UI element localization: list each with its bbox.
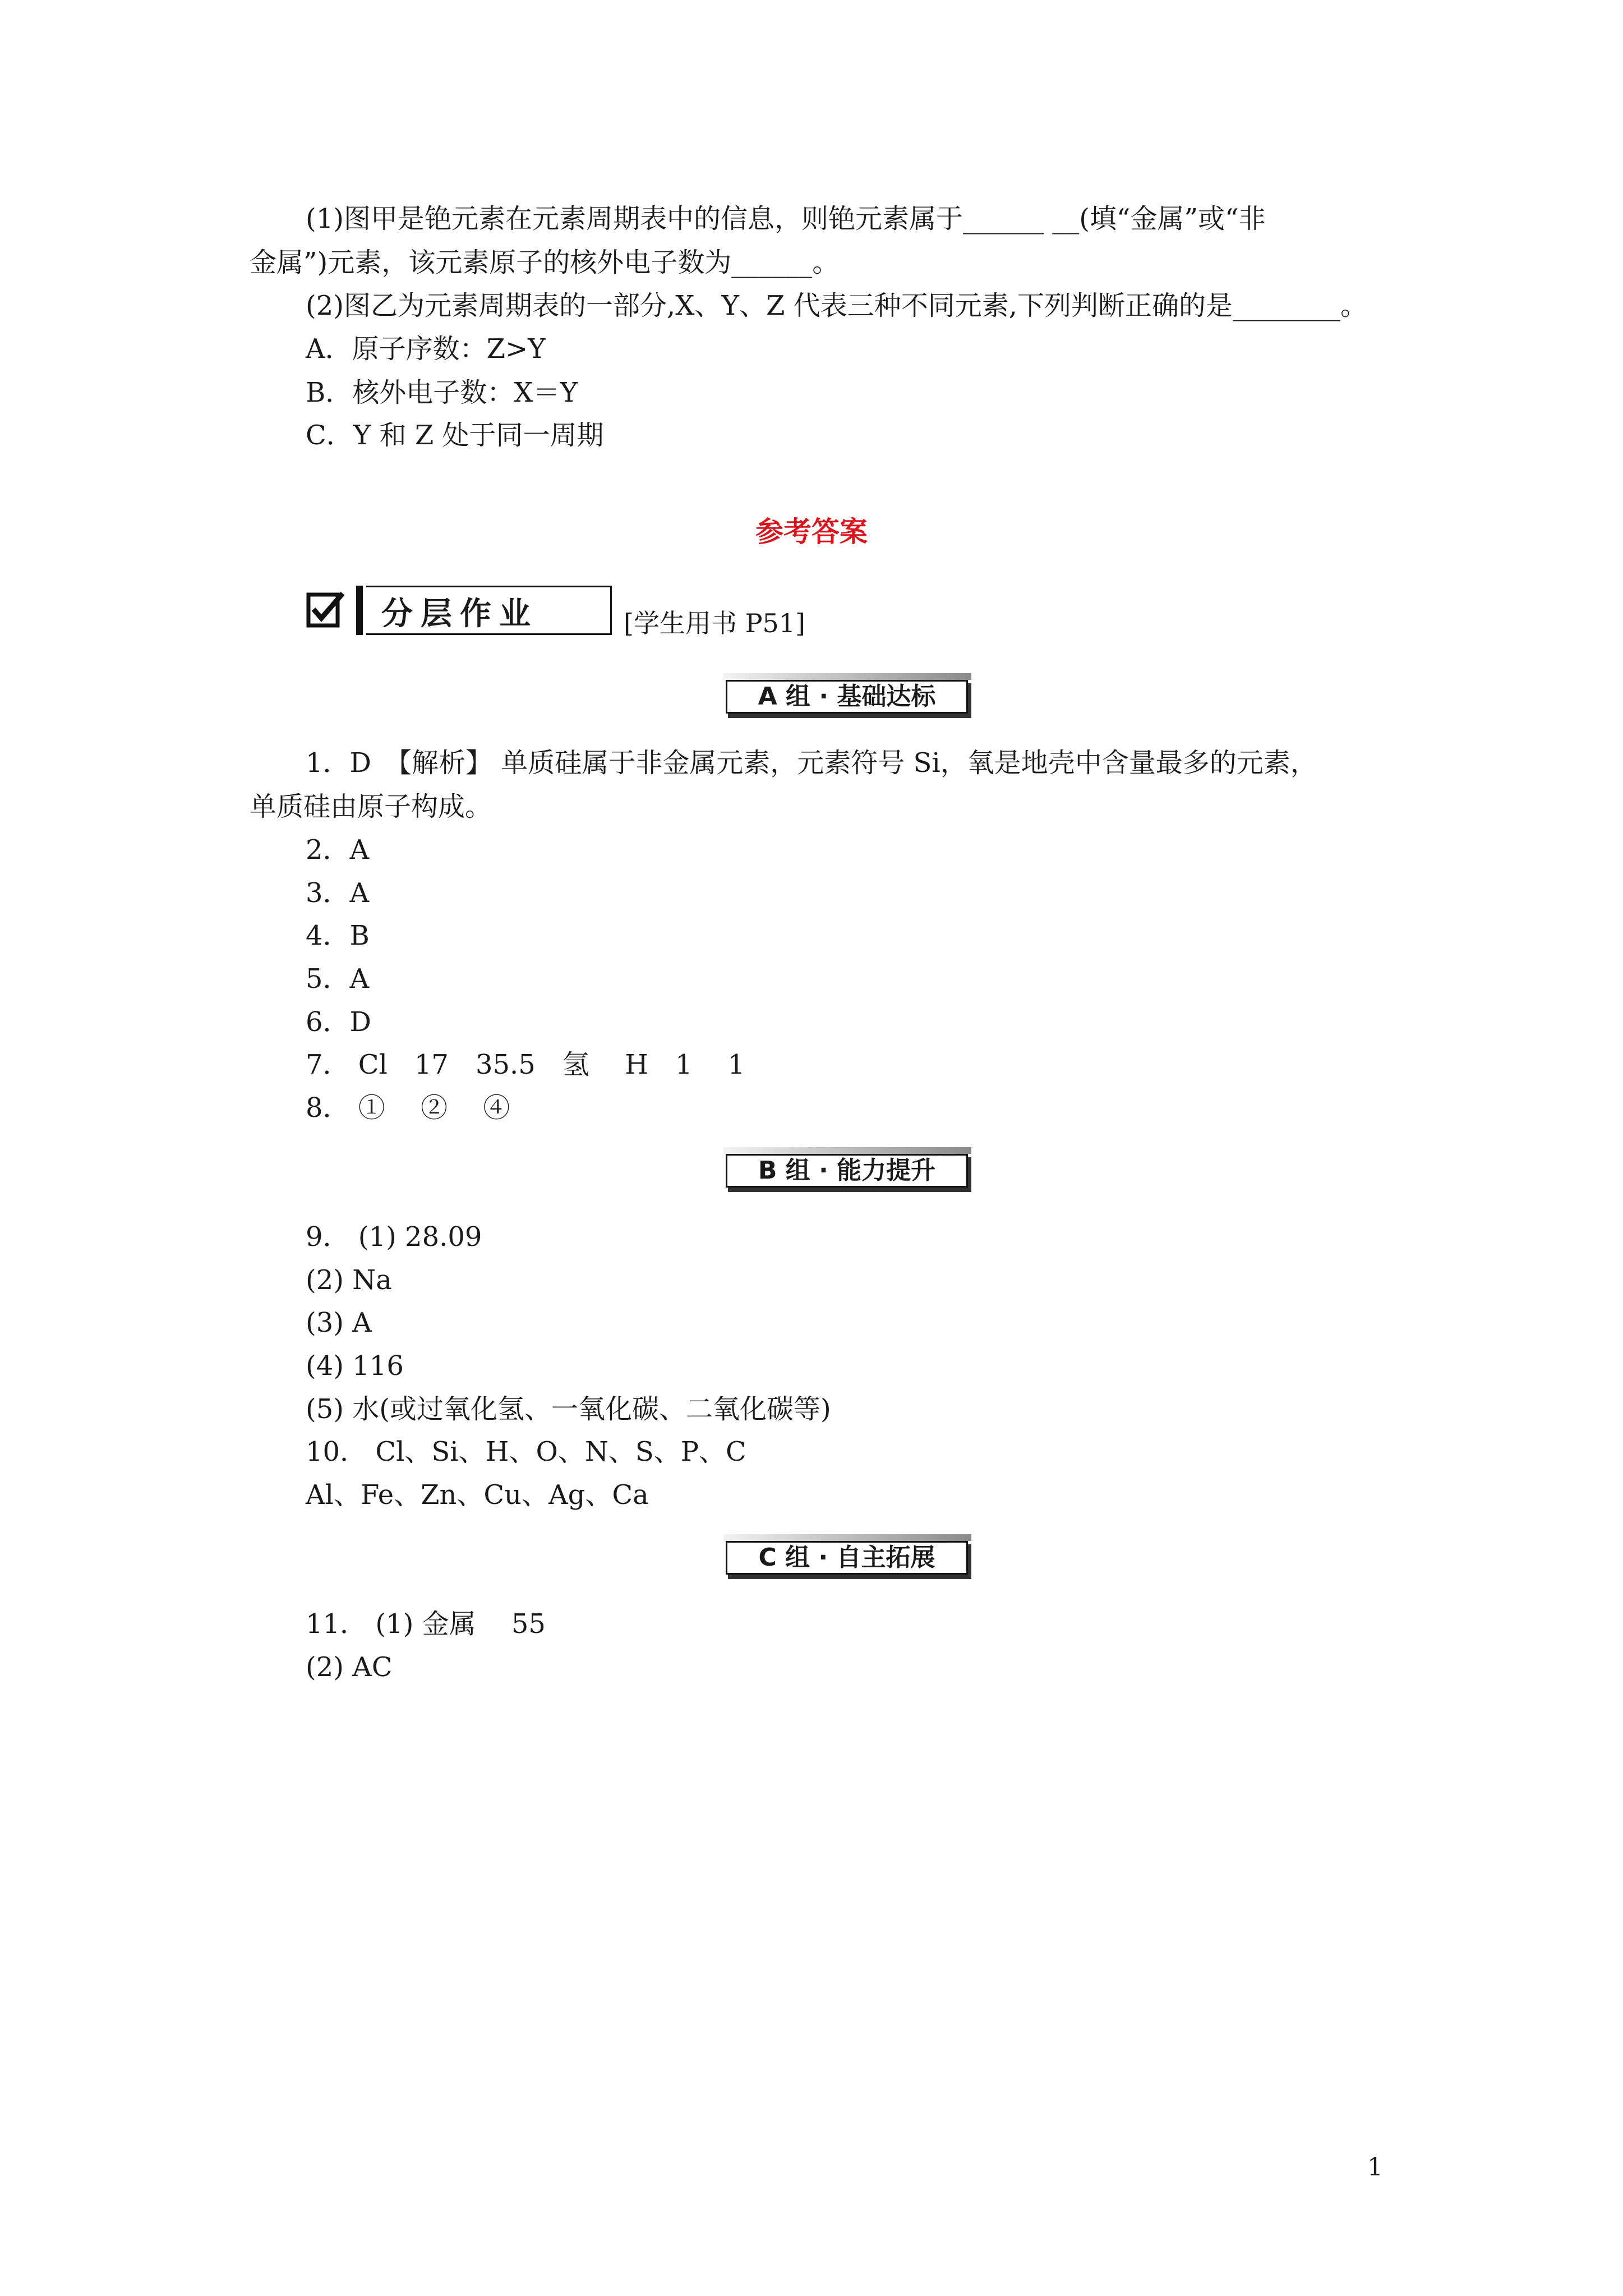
answer-line: 5．A: [306, 963, 370, 995]
answer-line: 7． Cl 17 35.5 氢 H 1 1: [306, 1049, 745, 1080]
group-header-band: [723, 673, 971, 680]
answer-line: (3) A: [306, 1307, 372, 1338]
answer-line: (5) 水(或过氧化氢、一氧化碳、二氧化碳等): [306, 1393, 831, 1425]
answer-line: (2) Na: [306, 1264, 392, 1296]
answer-line: (4) 116: [306, 1350, 404, 1382]
answer-line: 10． Cl、Si、H、O、N、S、P、C: [306, 1436, 746, 1467]
answer-line: 1．D 【解析】 单质硅属于非金属元素，元素符号 Si，氧是地壳中含量最多的元素，: [306, 747, 1317, 779]
page-number: 1: [1367, 2153, 1383, 2182]
answer-line: Al、Fe、Zn、Cu、Ag、Ca: [306, 1479, 649, 1511]
answer-line: 4．B: [306, 920, 370, 951]
question-line: 金属”)元素，该元素原子的核外电子数为______。: [250, 247, 840, 278]
question-option: C．Y 和 Z 处于同一周期: [306, 420, 604, 451]
homework-title: 分层作业: [381, 596, 538, 632]
answer-line: 单质硅由原子构成。: [250, 791, 492, 822]
question-line: (2)图乙为元素周期表的一部分,X、Y、Z 代表三种不同元素,下列判断正确的是________。: [306, 290, 1367, 321]
group-a-header: [723, 673, 971, 717]
homework-banner: [306, 583, 620, 637]
group-header-band: [723, 1147, 971, 1154]
homework-reference: [学生用书 P51]: [624, 608, 805, 638]
answer-line: 8． ① ② ④: [306, 1092, 510, 1124]
group-c-header: [723, 1534, 971, 1578]
group-header-band: [723, 1534, 971, 1541]
answer-line: (2) AC: [306, 1651, 393, 1683]
answer-line: 3．A: [306, 877, 370, 909]
question-option: A．原子序数：Z>Y: [306, 333, 546, 365]
group-b-header: [723, 1147, 971, 1191]
checkbox-checked-icon: [306, 590, 345, 629]
group-header-box: [726, 1154, 968, 1188]
group-b-label: B 组 · 能力提升: [758, 1156, 936, 1185]
answer-line: 11． (1) 金属 55: [306, 1608, 546, 1640]
answer-line: 6．D: [306, 1006, 372, 1038]
group-header-box: [726, 1541, 968, 1575]
answer-line: 2．A: [306, 834, 370, 866]
group-c-label: C 组 · 自主拓展: [758, 1543, 935, 1572]
group-header-box: [726, 680, 968, 714]
banner-bar: [356, 586, 363, 635]
answer-line: 9． (1) 28.09: [306, 1221, 482, 1253]
question-line: (1)图甲是铯元素在元素周期表中的信息，则铯元素属于______ __(填“金属”或“非: [306, 203, 1266, 234]
group-a-label: A 组 · 基础达标: [758, 682, 936, 711]
answers-title: 参考答案: [755, 516, 868, 548]
question-option: B．核外电子数：X＝Y: [306, 377, 578, 408]
